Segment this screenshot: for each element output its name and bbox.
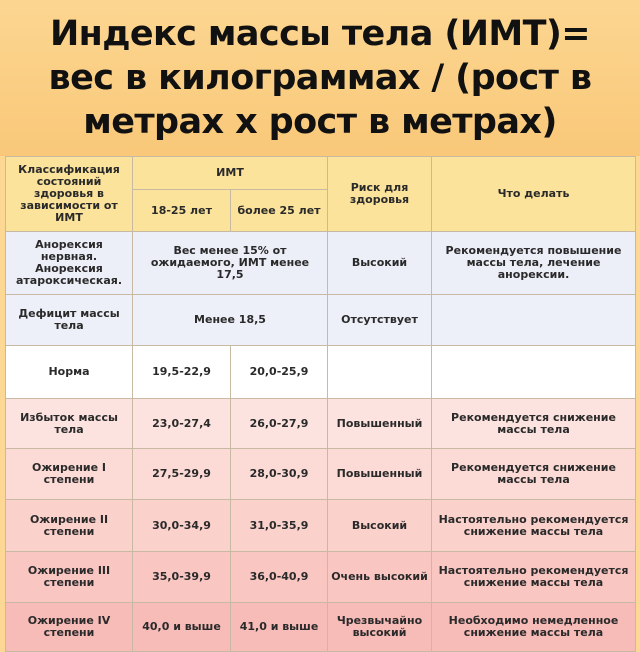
bmi-18-25-cell: 40,0 и выше — [133, 603, 231, 652]
bmi-18-25-cell: 27,5-29,9 — [133, 449, 231, 500]
table-row — [6, 295, 636, 346]
page-title: Индекс массы тела (ИМТ)= вес в килограммах / (рост в метрах х рост в метрах) — [48, 14, 592, 142]
risk-cell: Повышенный — [328, 399, 432, 449]
risk-cell: Высокий — [328, 232, 432, 295]
bmi-over-25-cell: 26,0-27,9 — [231, 399, 328, 449]
table-row — [6, 552, 636, 603]
title-banner — [0, 0, 640, 156]
bmi-18-25-cell: 30,0-34,9 — [133, 500, 231, 552]
header-age-18-25: 18-25 лет — [133, 190, 231, 232]
action-cell — [432, 295, 636, 346]
action-cell: Настоятельно рекомендуется снижение массы тела — [432, 552, 636, 603]
action-cell: Рекомендуется повышение массы тела, лечение анорексии. — [432, 232, 636, 295]
condition-cell: Ожирение II степени — [6, 500, 133, 552]
condition-cell: Дефицит массы тела — [6, 295, 133, 346]
risk-cell: Повышенный — [328, 449, 432, 500]
table-row — [6, 399, 636, 449]
condition-cell: Ожирение III степени — [6, 552, 133, 603]
table-row — [6, 232, 636, 295]
table-row — [6, 449, 636, 500]
bmi-cell: Менее 18,5 — [133, 295, 328, 346]
header-age-over-25: более 25 лет — [231, 190, 328, 232]
bmi-over-25-cell: 41,0 и выше — [231, 603, 328, 652]
bmi-over-25-cell: 31,0-35,9 — [231, 500, 328, 552]
risk-cell: Высокий — [328, 500, 432, 552]
bmi-table — [5, 156, 636, 652]
table-row — [6, 500, 636, 552]
bmi-18-25-cell: 35,0-39,9 — [133, 552, 231, 603]
header-bmi: ИМТ — [133, 157, 328, 190]
table-row — [6, 346, 636, 399]
condition-cell: Избыток массы тела — [6, 399, 133, 449]
action-cell: Настоятельно рекомендуется снижение массы тела — [432, 500, 636, 552]
bmi-cell: Вес менее 15% от ожидаемого, ИМТ менее 17,5 — [133, 232, 328, 295]
risk-cell — [328, 346, 432, 399]
risk-cell: Отсутствует — [328, 295, 432, 346]
risk-cell: Очень высокий — [328, 552, 432, 603]
header-risk: Риск для здоровья — [328, 157, 432, 232]
action-cell: Рекомендуется снижение массы тела — [432, 399, 636, 449]
header-classification: Классификация состояний здоровья в зависимости от ИМТ — [6, 157, 133, 232]
header-what-to-do: Что делать — [432, 157, 636, 232]
table-row — [6, 603, 636, 652]
condition-cell: Ожирение I степени — [6, 449, 133, 500]
condition-cell: Ожирение IV степени — [6, 603, 133, 652]
action-cell: Необходимо немедленное снижение массы тела — [432, 603, 636, 652]
bmi-over-25-cell: 36,0-40,9 — [231, 552, 328, 603]
condition-cell: Анорексия нервная. Анорексия атароксическая. — [6, 232, 133, 295]
condition-cell: Норма — [6, 346, 133, 399]
risk-cell: Чрезвычайно высокий — [328, 603, 432, 652]
action-cell — [432, 346, 636, 399]
bmi-18-25-cell: 23,0-27,4 — [133, 399, 231, 449]
bmi-over-25-cell: 28,0-30,9 — [231, 449, 328, 500]
bmi-18-25-cell: 19,5-22,9 — [133, 346, 231, 399]
action-cell: Рекомендуется снижение массы тела — [432, 449, 636, 500]
bmi-over-25-cell: 20,0-25,9 — [231, 346, 328, 399]
